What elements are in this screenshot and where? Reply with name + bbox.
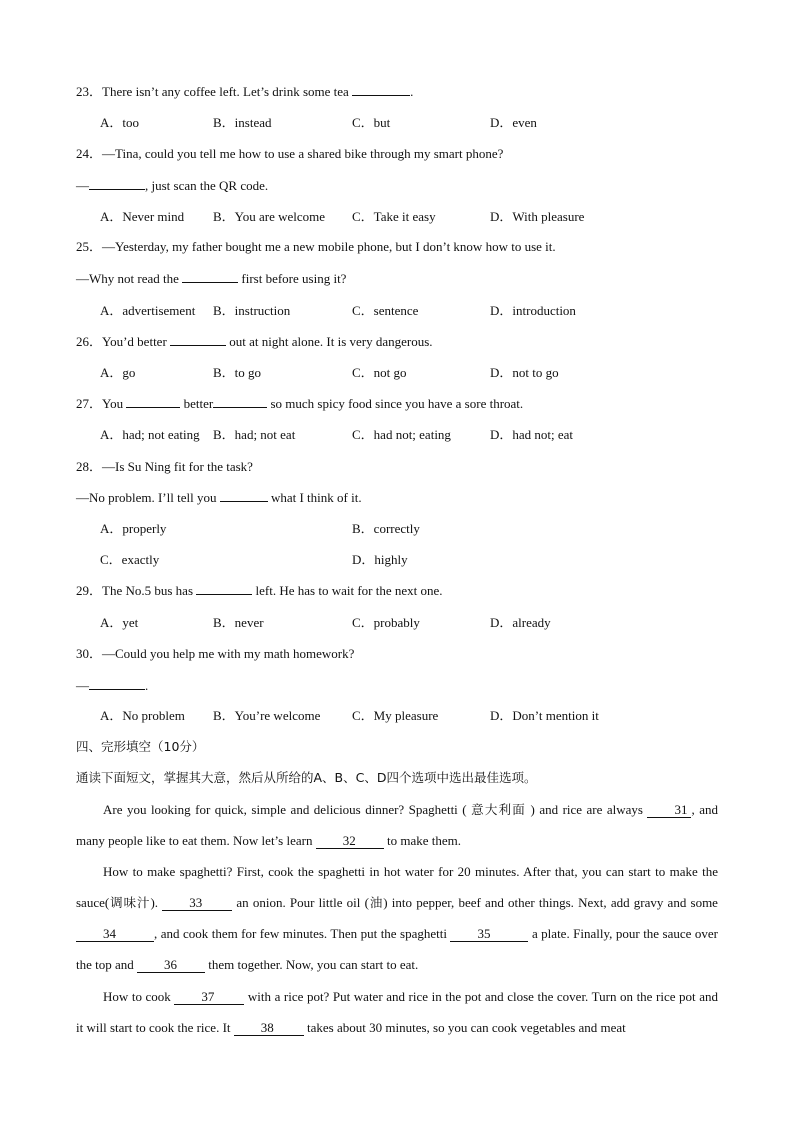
- reply-text: , just scan the QR code.: [145, 178, 269, 193]
- passage-chinese-gloss: 意大利面: [471, 802, 527, 817]
- passage-text: , and many people like to eat them. Now let’s learn: [76, 802, 718, 848]
- option-d[interactable]: D．introduction: [490, 303, 576, 318]
- cloze-blank-32[interactable]: 32: [316, 834, 384, 849]
- question-23: [76, 83, 413, 101]
- option-b[interactable]: B．You are welcome: [213, 209, 326, 224]
- reply-text-end: what I think of it.: [267, 490, 362, 505]
- question-30-reply: [76, 677, 148, 695]
- passage-text: them together. Now, you can start to eat.: [205, 957, 419, 972]
- answer-blank[interactable]: [196, 582, 252, 595]
- question-number: 25．: [76, 239, 103, 254]
- passage-text: How to make spaghetti? First, cook the spaghetti in hot water for 20 minutes. After that, you can start to make the sauce(: [76, 864, 718, 910]
- option-b[interactable]: B．never: [213, 615, 264, 630]
- passage-text: Are you looking for quick, simple and delicious dinner? Spaghetti (: [103, 802, 472, 817]
- option-d[interactable]: D．highly: [352, 552, 408, 567]
- reply-text: —Why not read the: [76, 271, 183, 286]
- passage-text: How to cook: [103, 989, 175, 1004]
- question-stem-end: out at night alone. It is very dangerous.: [226, 334, 433, 349]
- passage-text: takes about 30 minutes, so you can cook vegetables and meat: [303, 1020, 626, 1035]
- passage-text: to make them.: [383, 833, 461, 848]
- option-a[interactable]: A．had; not eating: [100, 427, 200, 442]
- option-c[interactable]: C．not go: [352, 365, 407, 380]
- option-d[interactable]: D．Don’t mention it: [490, 708, 599, 723]
- option-c[interactable]: C．exactly: [100, 552, 160, 567]
- section-heading: 四、完形填空（10分）: [76, 739, 205, 754]
- option-a[interactable]: A．Never mind: [100, 209, 185, 224]
- question-29: [76, 582, 443, 600]
- question-26: [76, 333, 433, 351]
- question-25: [76, 238, 556, 256]
- question-stem-end: so much spicy food since you have a sore throat.: [267, 396, 524, 411]
- cloze-blank-35[interactable]: 35: [450, 927, 528, 942]
- option-d[interactable]: D．With pleasure: [490, 209, 585, 224]
- reply-text-end: first before using it?: [238, 271, 347, 286]
- passage-text: ).: [150, 895, 163, 910]
- passage-paragraph-2: [76, 856, 718, 980]
- question-stem: —Could you help me with my math homework?: [102, 646, 355, 661]
- answer-blank[interactable]: [220, 489, 268, 502]
- passage-paragraph-3: [76, 981, 718, 1043]
- question-27: [76, 395, 523, 413]
- passage-chinese-gloss: 油: [368, 895, 384, 910]
- reply-text-end: .: [145, 678, 149, 693]
- passage-text: , and cook them for few minutes. Then put the spaghetti: [154, 926, 451, 941]
- option-a[interactable]: A．No problem: [100, 708, 185, 723]
- option-c[interactable]: C．My pleasure: [352, 708, 439, 723]
- option-c[interactable]: C．sentence: [352, 303, 419, 318]
- reply-dash: —: [76, 178, 89, 193]
- question-stem: —Is Su Ning fit for the task?: [102, 459, 253, 474]
- question-number: 24．: [76, 146, 103, 161]
- option-a[interactable]: A．properly: [100, 521, 167, 536]
- option-c[interactable]: C．had not; eating: [352, 427, 451, 442]
- answer-blank-1[interactable]: [126, 395, 180, 408]
- answer-blank[interactable]: [89, 677, 145, 690]
- passage-text: an onion. Pour little oil (: [232, 895, 369, 910]
- option-b[interactable]: B．instead: [213, 115, 272, 130]
- answer-blank-2[interactable]: [213, 395, 267, 408]
- answer-blank[interactable]: [89, 177, 145, 190]
- question-28: [76, 458, 253, 476]
- question-stem: You’d better: [102, 334, 171, 349]
- reply-dash: —: [76, 678, 89, 693]
- passage-text: ) into pepper, beef and other things. Next, add gravy and some: [383, 895, 718, 910]
- option-a[interactable]: A．go: [100, 365, 136, 380]
- option-b[interactable]: B．You’re welcome: [213, 708, 321, 723]
- question-stem: You: [102, 396, 127, 411]
- question-stem: —Tina, could you tell me how to use a shared bike through my smart phone?: [102, 146, 504, 161]
- question-30: [76, 645, 354, 663]
- question-stem: There isn’t any coffee left. Let’s drink some tea: [102, 84, 353, 99]
- question-number: 27．: [76, 396, 103, 411]
- option-d[interactable]: D．not to go: [490, 365, 559, 380]
- passage-paragraph-1: [76, 794, 718, 856]
- question-stem-end: .: [410, 84, 414, 99]
- reply-text: —No problem. I’ll tell you: [76, 490, 220, 505]
- option-b[interactable]: B．instruction: [213, 303, 291, 318]
- option-b[interactable]: B．to go: [213, 365, 262, 380]
- option-b[interactable]: B．correctly: [352, 521, 420, 536]
- cloze-blank-34[interactable]: 34: [76, 927, 154, 942]
- question-25-reply: [76, 270, 346, 288]
- cloze-blank-38[interactable]: 38: [234, 1021, 304, 1036]
- question-number: 30．: [76, 646, 103, 661]
- option-c[interactable]: C．but: [352, 115, 391, 130]
- option-c[interactable]: C．Take it easy: [352, 209, 436, 224]
- question-24-reply: [76, 177, 268, 195]
- option-b[interactable]: B．had; not eat: [213, 427, 296, 442]
- answer-blank[interactable]: [170, 333, 226, 346]
- passage-text: with a rice pot? Put water and rice in the pot and close the cover. Turn on the rice pot and it will start to cook the rice. It: [76, 989, 718, 1035]
- option-a[interactable]: A．yet: [100, 615, 139, 630]
- option-d[interactable]: D．even: [490, 115, 537, 130]
- option-c[interactable]: C．probably: [352, 615, 420, 630]
- question-number: 26．: [76, 334, 103, 349]
- answer-blank[interactable]: [182, 270, 238, 283]
- cloze-blank-33[interactable]: 33: [162, 896, 232, 911]
- question-number: 23．: [76, 84, 103, 99]
- question-stem-end: left. He has to wait for the next one.: [252, 583, 443, 598]
- cloze-blank-37[interactable]: 37: [174, 990, 244, 1005]
- passage-text: ) and rice are always: [526, 802, 648, 817]
- passage-chinese-gloss: 调味汁: [109, 895, 151, 910]
- passage-text: a plate. Finally, pour the sauce over the top and: [76, 926, 718, 972]
- option-a[interactable]: A．advertisement: [100, 303, 196, 318]
- question-number: 28．: [76, 459, 103, 474]
- question-24: [76, 145, 503, 163]
- option-d[interactable]: D．had not; eat: [490, 427, 574, 442]
- answer-blank[interactable]: [352, 83, 410, 96]
- question-stem-mid: better: [180, 396, 214, 411]
- cloze-blank-31[interactable]: 31: [647, 803, 691, 818]
- question-number: 29．: [76, 583, 103, 598]
- question-28-reply: [76, 489, 362, 507]
- option-d[interactable]: D．already: [490, 615, 551, 630]
- question-stem: —Yesterday, my father bought me a new mobile phone, but I don’t know how to use it.: [102, 239, 556, 254]
- section-instruction: 通读下面短文，掌握其大意，然后从所给的A、B、C、D四个选项中选出最佳选项。: [76, 770, 537, 785]
- option-a[interactable]: A．too: [100, 115, 140, 130]
- cloze-blank-36[interactable]: 36: [137, 958, 205, 973]
- question-stem: The No.5 bus has: [102, 583, 197, 598]
